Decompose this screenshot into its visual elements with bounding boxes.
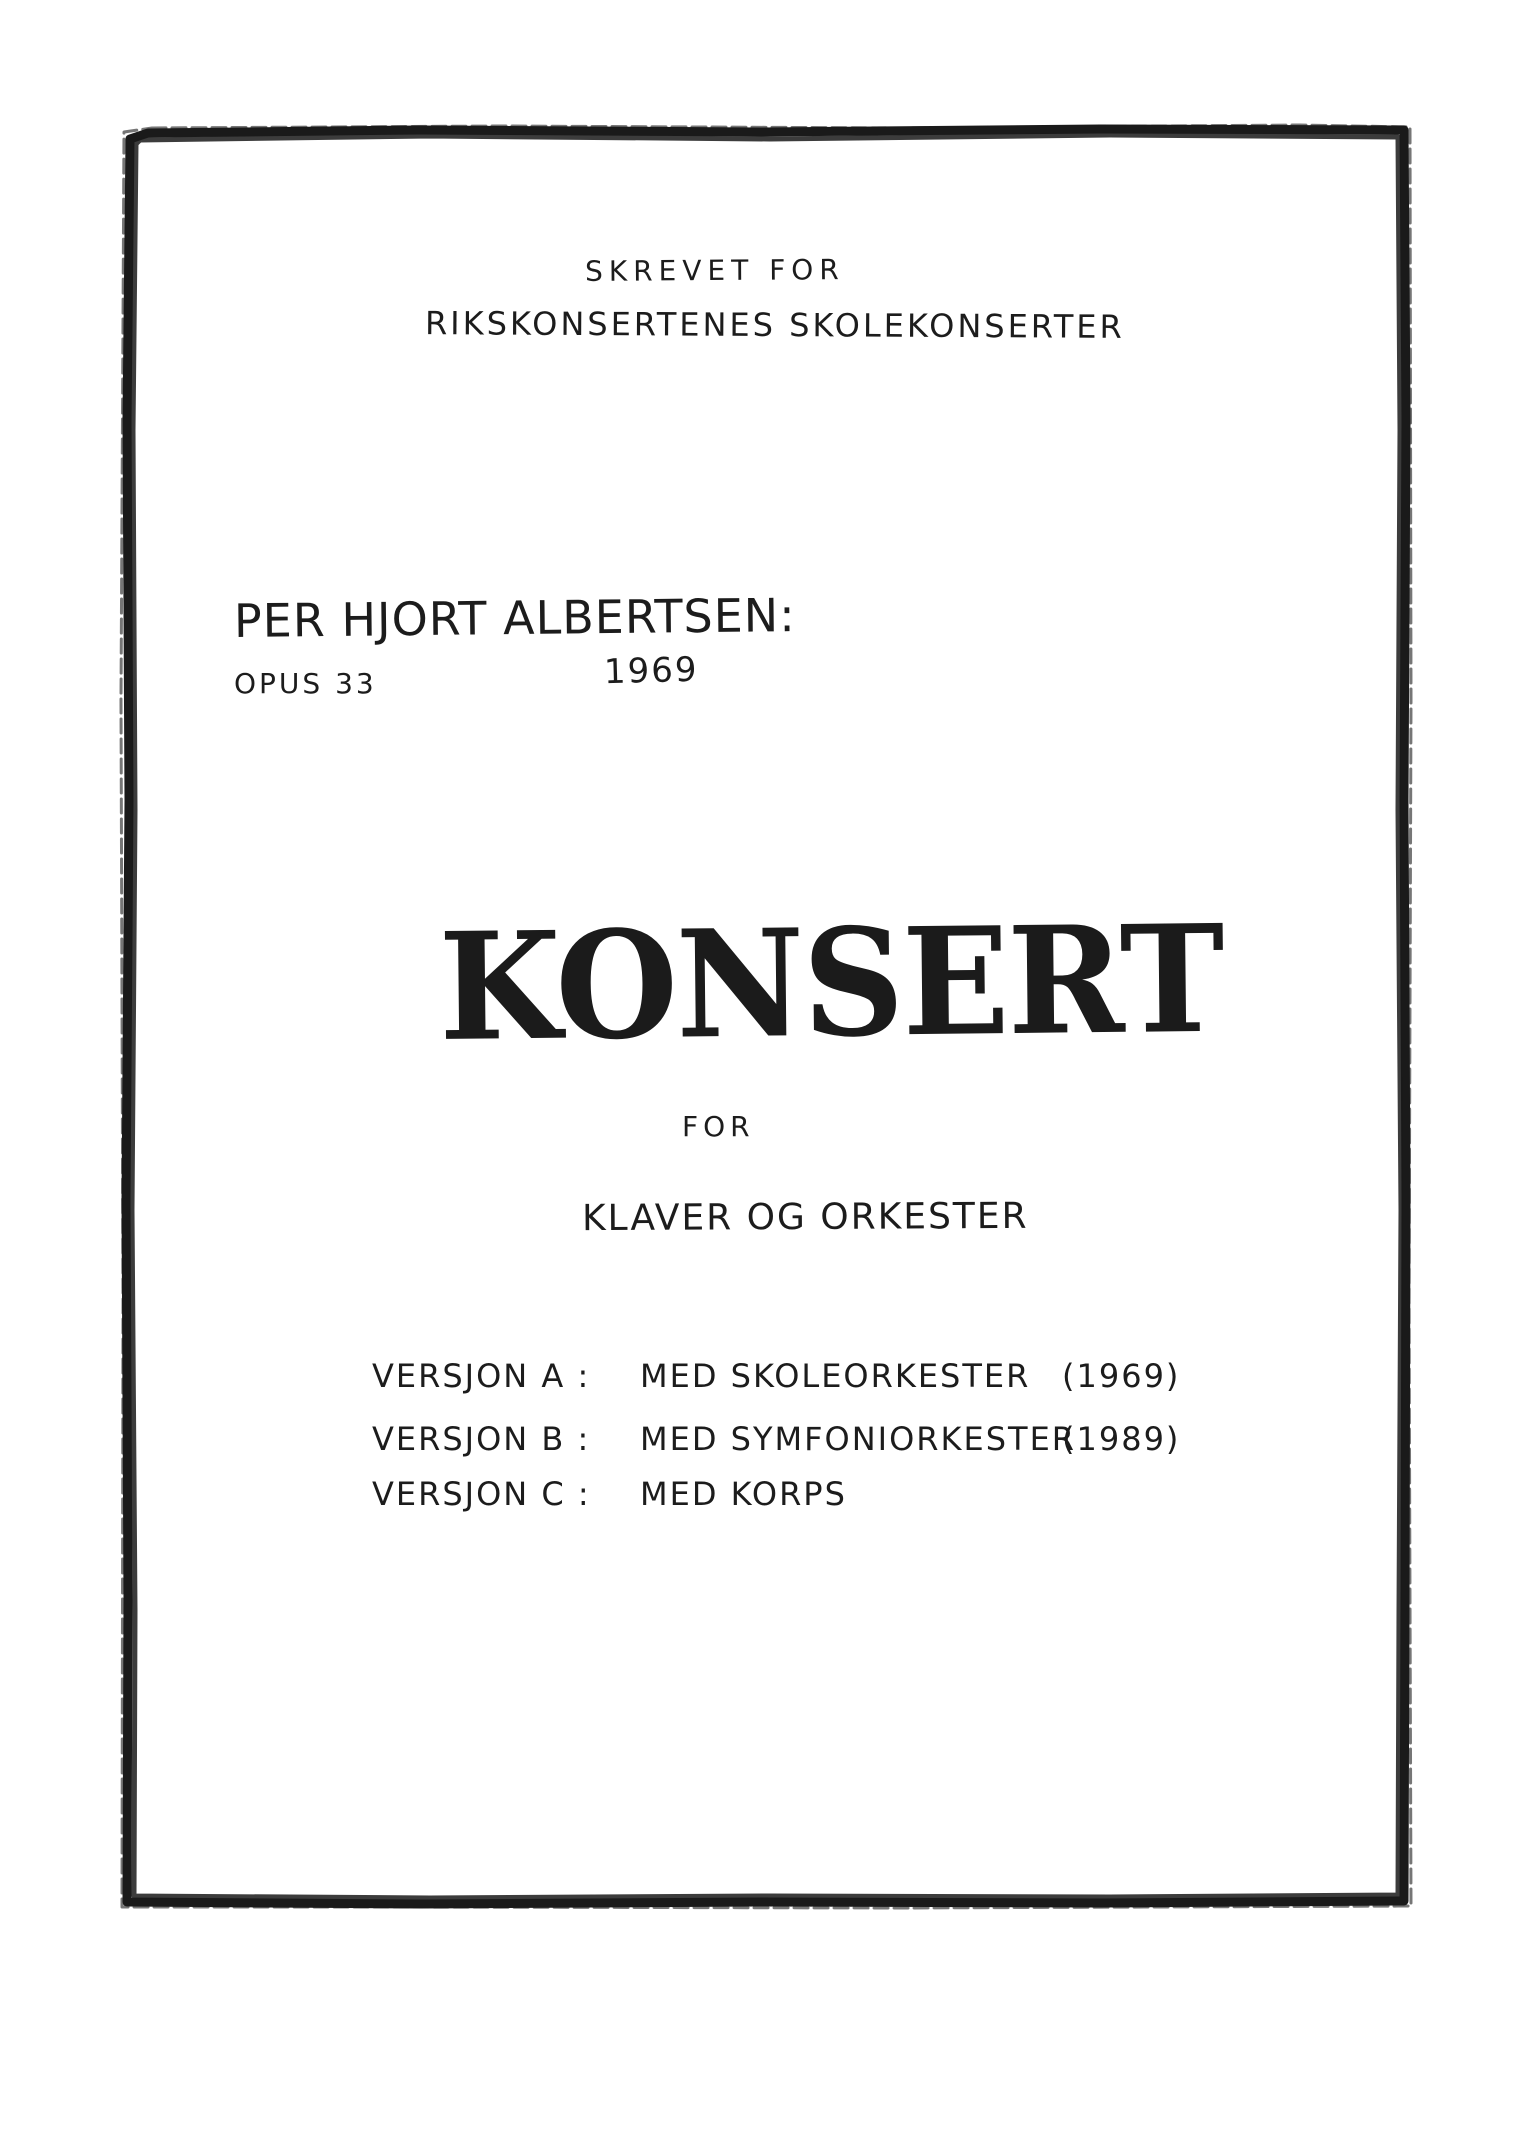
- version-year: (1969): [1062, 1357, 1181, 1395]
- version-description: MED KORPS: [640, 1475, 847, 1513]
- version-row-b: [372, 1420, 1212, 1468]
- opus-number: OPUS 33: [234, 667, 377, 700]
- version-description: MED SKOLEORKESTER: [640, 1357, 1031, 1395]
- commissioner-heading: RIKSKONSERTENES SKOLEKONSERTER: [424, 304, 1125, 346]
- version-row-c: [372, 1475, 1212, 1523]
- version-row-a: [372, 1357, 1212, 1405]
- written-for-heading: SKREVET FOR: [584, 253, 845, 288]
- version-year: (1989): [1062, 1420, 1181, 1458]
- instrumentation-label: KLAVER OG ORKESTER: [581, 1195, 1029, 1240]
- version-label: VERSJON B :: [372, 1420, 591, 1458]
- page-title: KONSERT: [438, 891, 1224, 1074]
- composer-name: PER HJORT ALBERTSEN:: [233, 588, 796, 648]
- composition-year: 1969: [603, 649, 700, 693]
- version-label: VERSJON A :: [372, 1357, 591, 1395]
- for-label: FOR: [682, 1110, 755, 1143]
- version-description: MED SYMFONIORKESTER: [640, 1420, 1077, 1458]
- version-label: VERSJON C :: [372, 1475, 591, 1513]
